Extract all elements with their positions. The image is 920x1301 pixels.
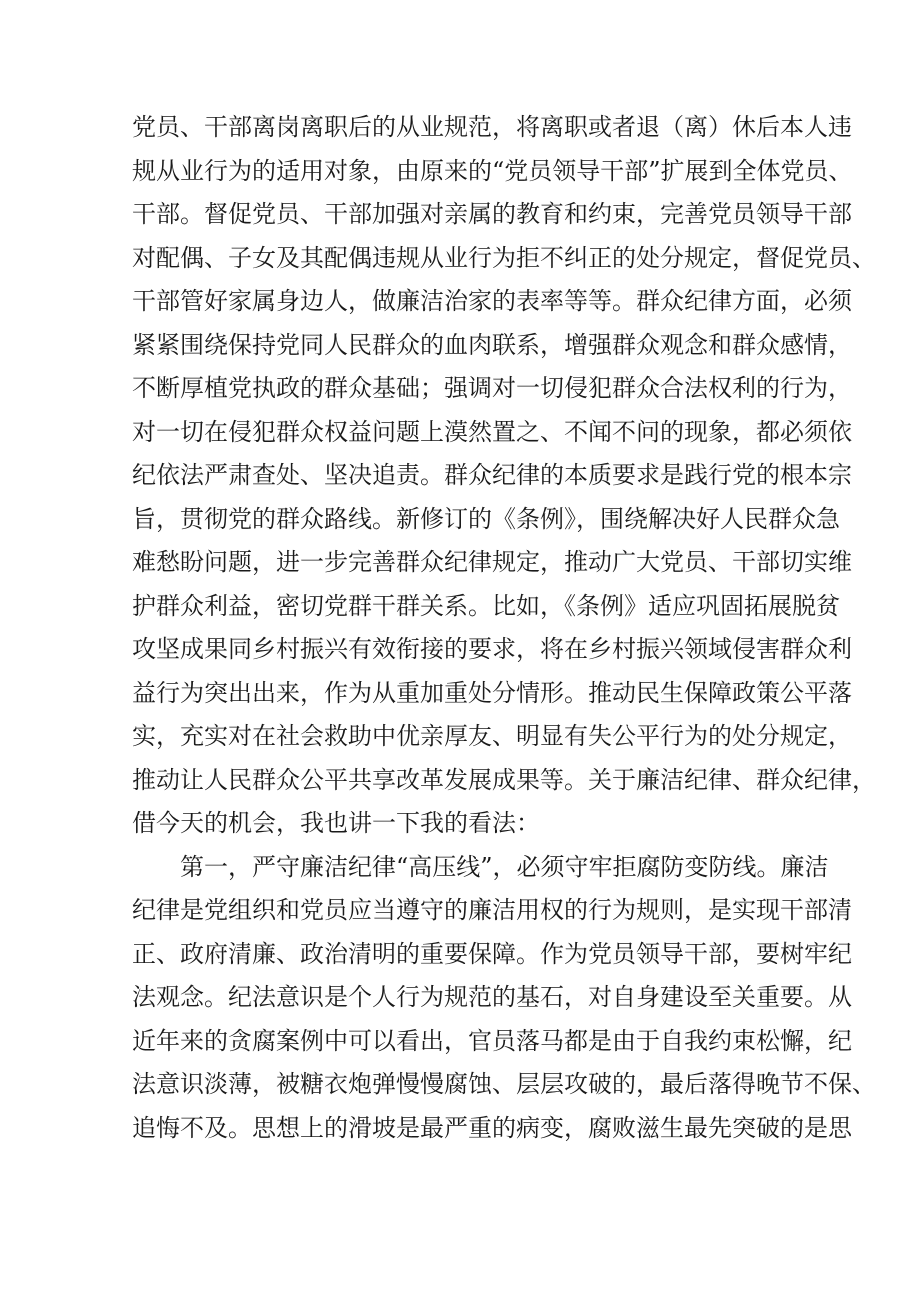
paragraph-2 <box>132 846 876 1151</box>
text-line: 对配偶、子女及其配偶违规从业行为拒不纠正的处分规定，督促党员、 <box>132 243 876 272</box>
text-line: 不断厚植党执政的群众基础；强调对一切侵犯群众合法权利的行为， <box>132 374 852 402</box>
text-line: 攻坚成果同乡村振兴有效衔接的要求，将在乡村振兴领域侵害群众利 <box>132 635 852 663</box>
text-line: 追悔不及。思想上的滑坡是最严重的病变，腐败滋生最先突破的是思 <box>132 1113 852 1142</box>
text-line: 旨，贯彻党的群众路线。新修订的《条例》，围绕解决好人民群众急 <box>132 504 840 533</box>
body-text <box>132 106 876 1150</box>
text-line: 干部。督促党员、干部加强对亲属的教育和约束，完善党员领导干部 <box>132 200 852 228</box>
text-line: 正、政府清廉、政治清明的重要保障。作为党员领导干部，要树牢纪 <box>132 939 852 968</box>
text-line: 难愁盼问题，进一步完善群众纪律规定，推动广大党员、干部切实维 <box>132 548 852 576</box>
text-line: 益行为突出出来，作为从重加重处分情形。推动民生保障政策公平落 <box>132 678 852 707</box>
text-line: 近年来的贪腐案例中可以看出，官员落马都是由于自我约束松懈，纪 <box>132 1026 852 1055</box>
text-line: 护群众利益，密切党群干群关系。比如，《条例》适应巩固拓展脱贫 <box>132 591 840 620</box>
paragraph-1 <box>132 106 876 846</box>
text-line: 纪依法严肃查处、坚决追责。群众纪律的本质要求是践行党的根本宗 <box>132 461 852 489</box>
text-line: 对一切在侵犯群众权益问题上漠然置之、不闻不问的现象，都必须依 <box>132 417 852 446</box>
text-line: 实，充实对在社会救助中优亲厚友、明显有失公平行为的处分规定， <box>132 722 852 750</box>
text-line: 法意识淡薄，被糖衣炮弹慢慢腐蚀、层层攻破的，最后落得晚节不保、 <box>132 1070 876 1098</box>
text-line: 党员、干部离岗离职后的从业规范，将离职或者退（离）休后本人违 <box>132 113 852 141</box>
text-line: 紧紧围绕保持党同人民群众的血肉联系，增强群众观念和群众感情， <box>132 330 852 359</box>
text-line: 推动让人民群众公平共享改革发展成果等。关于廉洁纪律、群众纪律， <box>132 765 876 794</box>
text-line: 借今天的机会，我也讲一下我的看法： <box>132 809 540 837</box>
text-line: 规从业行为的适用对象，由原来的“党员领导干部”扩展到全体党员、 <box>132 156 853 185</box>
text-line: 干部管好家属身边人，做廉洁治家的表率等等。群众纪律方面，必须 <box>132 287 852 315</box>
text-line: 法观念。纪法意识是个人行为规范的基石，对自身建设至关重要。从 <box>132 983 852 1011</box>
text-line: 纪律是党组织和党员应当遵守的廉洁用权的行为规则，是实现干部清 <box>132 896 852 924</box>
text-line: 第一，严守廉洁纪律“高压线”，必须守牢拒腐防变防线。廉洁 <box>180 852 829 881</box>
